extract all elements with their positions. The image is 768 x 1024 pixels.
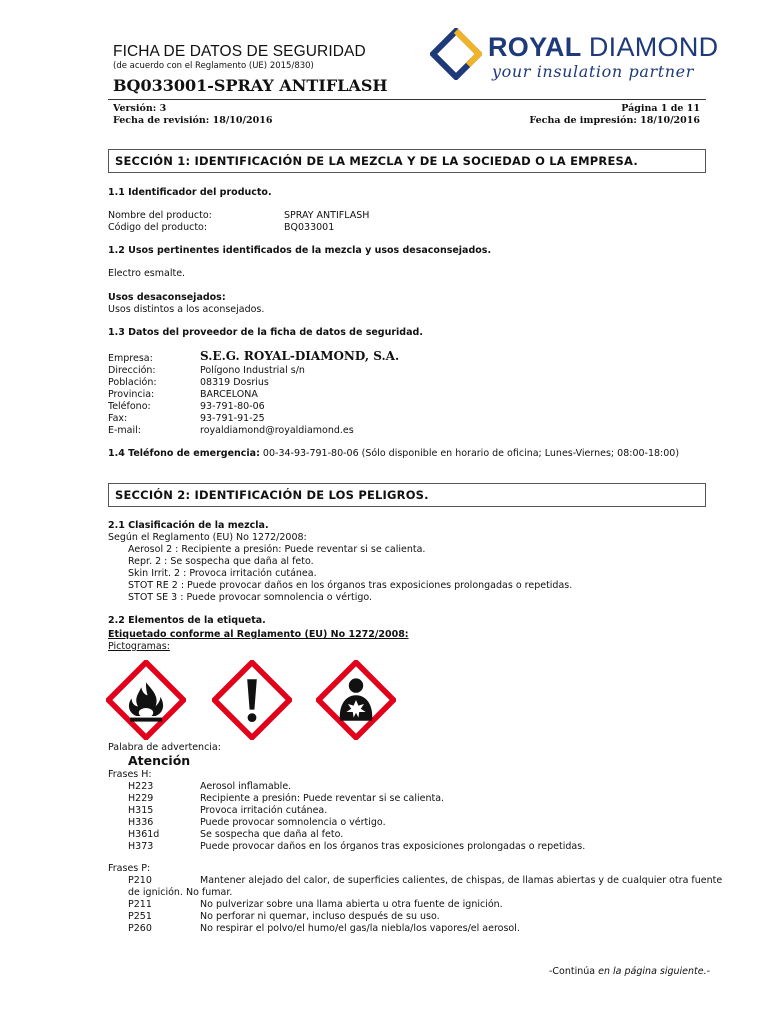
p-code: P251	[128, 911, 152, 922]
pictograms-label: Pictogramas:	[108, 641, 170, 652]
signal-word-label: Palabra de advertencia:	[108, 742, 221, 753]
p-code: P211	[128, 899, 152, 910]
exclamation-icon	[212, 660, 292, 740]
supplier-company-label: Empresa:	[108, 353, 153, 364]
section-1-3-heading: 1.3 Datos del proveedor de la ficha de datos de seguridad.	[108, 327, 423, 338]
supplier-fax-value: 93-791-91-25	[200, 413, 265, 424]
unadvised-uses-text: Usos distintos a los aconsejados.	[108, 304, 265, 315]
supplier-phone-value: 93-791-80-06	[200, 401, 265, 412]
h-code: H361d	[128, 829, 160, 840]
section-2-header	[108, 483, 706, 507]
supplier-address-value: Polígono Industrial s/n	[200, 365, 305, 376]
product-use: Electro esmalte.	[108, 268, 186, 279]
classification-item: STOT SE 3 : Puede provocar somnolencia o vértigo.	[128, 592, 373, 603]
logo-tagline: your insulation partner	[492, 62, 694, 81]
h-code: H336	[128, 817, 154, 828]
flame-icon	[106, 660, 186, 740]
unadvised-uses-heading: Usos desaconsejados:	[108, 292, 226, 303]
product-code-label: Código del producto:	[108, 222, 208, 233]
print-date: Fecha de impresión: 18/10/2016	[529, 115, 700, 126]
supplier-email-label: E-mail:	[108, 425, 141, 436]
signal-word: Atención	[128, 753, 191, 768]
document-title: FICHA DE DATOS DE SEGURIDAD	[113, 43, 366, 60]
emergency-phone-value: 00-34-93-791-80-06 (Sólo disponible en horario de oficina; Lunes-Viernes; 08:00-18:00)	[262, 448, 680, 459]
continuation-pre: -Continúa	[549, 966, 599, 977]
classification-item: Repr. 2 : Se sospecha que daña al feto.	[128, 556, 314, 567]
p-text: No pulverizar sobre una llama abierta u otra fuente de ignición.	[200, 899, 503, 910]
section-2-title: SECCIÓN 2: IDENTIFICACIÓN DE LOS PELIGROS.	[115, 488, 429, 502]
h-code: H315	[128, 805, 154, 816]
h-text: Puede provocar somnolencia o vértigo.	[200, 817, 386, 828]
p-text: Mantener alejado del calor, de superficies calientes, de chispas, de llamas abiertas y de cualquier otra fuente	[200, 875, 723, 886]
classification-item: Aerosol 2 : Recipiente a presión: Puede reventar si se calienta.	[128, 544, 426, 555]
continuation-post: -	[706, 966, 711, 977]
p-text: No perforar ni quemar, incluso después de su uso.	[200, 911, 440, 922]
p-code: P210	[128, 875, 152, 886]
p-code: P260	[128, 923, 152, 934]
h-code: H373	[128, 841, 154, 852]
logo-wordmark	[488, 32, 718, 63]
product-name-label: Nombre del producto:	[108, 210, 212, 221]
h-text: Aerosol inflamable.	[200, 781, 292, 792]
classification-item: Skin Irrit. 2 : Provoca irritación cutánea.	[128, 568, 317, 579]
regulation-note: (de acuerdo con el Reglamento (UE) 2015/830)	[113, 61, 314, 71]
supplier-fax-label: Fax:	[108, 413, 128, 424]
h-text: Recipiente a presión: Puede reventar si se calienta.	[200, 793, 445, 804]
supplier-province-label: Provincia:	[108, 389, 155, 400]
section-1-header	[108, 149, 706, 173]
header-divider	[108, 99, 706, 100]
logo-royal-text: ROYAL	[488, 32, 582, 62]
h-text: Puede provocar daños en los órganos tras exposiciones prolongadas o repetidas.	[200, 841, 586, 852]
section-1-4-heading: 1.4 Teléfono de emergencia:	[108, 448, 260, 459]
page-number: Página 1 de 11	[621, 103, 700, 114]
classification-item: STOT RE 2 : Puede provocar daños en los órganos tras exposiciones prolongadas o repetidas.	[128, 580, 573, 591]
royal-diamond-logo-icon	[430, 28, 482, 80]
h-code: H223	[128, 781, 154, 792]
section-1-title: SECCIÓN 1: IDENTIFICACIÓN DE LA MEZCLA Y DE LA SOCIEDAD O LA EMPRESA.	[115, 154, 638, 168]
supplier-town-label: Población:	[108, 377, 157, 388]
logo-diamond-text: DIAMOND	[588, 32, 719, 62]
p-text: No respirar el polvo/el humo/el gas/la niebla/los vapores/el aerosol.	[200, 923, 520, 934]
section-2-2-heading: 2.2 Elementos de la etiqueta.	[108, 615, 266, 626]
supplier-email-value[interactable]: royaldiamond@royaldiamond.es	[200, 425, 354, 436]
section-2-1-heading: 2.1 Clasificación de la mezcla.	[108, 520, 269, 531]
classification-intro: Según el Reglamento (EU) No 1272/2008:	[108, 532, 307, 543]
version: Versión: 3	[113, 103, 167, 114]
continuation-italic: en la página siguiente.	[598, 966, 707, 977]
supplier-address-label: Dirección:	[108, 365, 156, 376]
section-1-2-heading: 1.2 Usos pertinentes identificados de la mezcla y usos desaconsejados.	[108, 245, 492, 256]
product-code-value: BQ033001	[284, 222, 335, 233]
h-text: Provoca irritación cutánea.	[200, 805, 328, 816]
p-phrases-label: Frases P:	[108, 863, 151, 874]
revision-date: Fecha de revisión: 18/10/2016	[113, 115, 273, 126]
supplier-town-value: 08319 Dosrius	[200, 377, 269, 388]
supplier-province-value: BARCELONA	[200, 389, 258, 400]
supplier-company-value: S.E.G. ROYAL-DIAMOND, S.A.	[200, 349, 400, 363]
section-1-1-heading: 1.1 Identificador del producto.	[108, 187, 272, 198]
h-text: Se sospecha que daña al feto.	[200, 829, 344, 840]
continuation-note	[549, 966, 710, 977]
health-hazard-icon	[316, 660, 396, 740]
p-text-continuation: de ignición. No fumar.	[128, 887, 233, 898]
h-phrases-label: Frases H:	[108, 769, 152, 780]
supplier-phone-label: Teléfono:	[108, 401, 151, 412]
product-title: BQ033001-SPRAY ANTIFLASH	[113, 76, 388, 95]
h-code: H229	[128, 793, 154, 804]
labelling-heading: Etiquetado conforme al Reglamento (EU) No 1272/2008:	[108, 629, 409, 640]
product-name-value: SPRAY ANTIFLASH	[284, 210, 370, 221]
emergency-phone-line	[108, 448, 679, 460]
